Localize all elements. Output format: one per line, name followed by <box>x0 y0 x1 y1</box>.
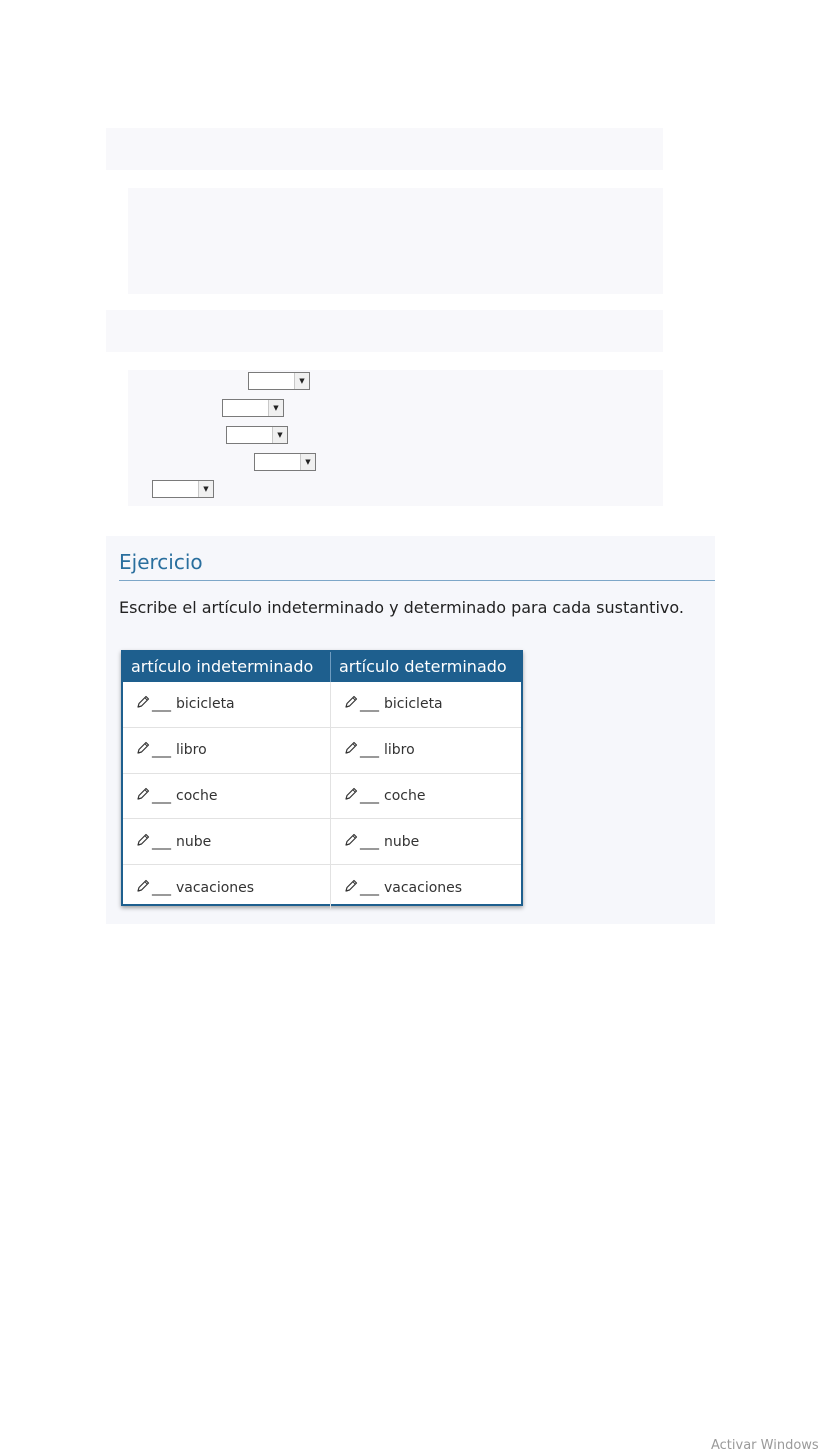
panel-1 <box>106 128 663 170</box>
cell-indeterminado <box>123 728 331 773</box>
pencil-icon <box>343 740 360 760</box>
noun-label: libro <box>176 742 207 759</box>
answer-blank[interactable]: ___ <box>360 787 378 804</box>
select-panel <box>128 370 663 506</box>
table-row <box>123 682 521 727</box>
article-select-1[interactable] <box>248 372 310 390</box>
noun-label: vacaciones <box>176 879 255 896</box>
header-determinado: artículo determinado <box>339 657 507 676</box>
pencil-icon <box>135 740 152 760</box>
cell-indeterminado <box>123 865 331 910</box>
pencil-icon <box>135 878 152 898</box>
answer-blank[interactable]: ___ <box>152 742 170 759</box>
exercise-instruction: Escribe el artículo indeterminado y determinado para cada sustantivo. <box>119 598 684 617</box>
dropdown-arrow-icon: ▼ <box>300 454 315 470</box>
pencil-icon <box>343 786 360 806</box>
noun-label: nube <box>176 833 212 850</box>
pencil-icon <box>135 786 152 806</box>
table-header <box>123 652 521 682</box>
answer-blank[interactable]: ___ <box>360 879 378 896</box>
answer-blank[interactable]: ___ <box>360 696 378 713</box>
answer-blank[interactable]: ___ <box>360 833 378 850</box>
answer-blank[interactable]: ___ <box>152 696 170 713</box>
answer-blank[interactable]: ___ <box>152 787 170 804</box>
article-select-5[interactable] <box>152 480 214 498</box>
dropdown-arrow-icon: ▼ <box>294 373 309 389</box>
dropdown-arrow-icon: ▼ <box>268 400 283 416</box>
noun-label: nube <box>384 833 420 850</box>
pencil-icon <box>343 878 360 898</box>
pencil-icon <box>135 694 152 714</box>
pencil-icon <box>343 832 360 852</box>
answer-blank[interactable]: ___ <box>152 879 170 896</box>
table-row <box>123 773 521 819</box>
title-divider <box>119 580 715 581</box>
article-select-2[interactable] <box>222 399 284 417</box>
pencil-icon <box>135 832 152 852</box>
noun-label: bicicleta <box>176 696 235 713</box>
activate-windows-watermark: Activar Windows <box>711 1438 819 1453</box>
noun-label: bicicleta <box>384 696 443 713</box>
cell-determinado <box>331 865 521 910</box>
header-indeterminado: artículo indeterminado <box>123 652 331 682</box>
cell-indeterminado <box>123 774 331 819</box>
cell-indeterminado <box>123 819 331 864</box>
panel-3 <box>106 310 663 352</box>
noun-label: coche <box>176 787 218 804</box>
table-row <box>123 864 521 910</box>
cell-determinado <box>331 728 521 773</box>
cell-determinado <box>331 819 521 864</box>
answer-blank[interactable]: ___ <box>360 742 378 759</box>
cell-determinado <box>331 774 521 819</box>
pencil-icon <box>343 694 360 714</box>
cell-determinado <box>331 682 521 727</box>
articles-table <box>121 650 523 906</box>
table-body <box>123 682 521 910</box>
panel-2 <box>128 188 663 294</box>
article-select-3[interactable] <box>226 426 288 444</box>
noun-label: coche <box>384 787 426 804</box>
dropdown-arrow-icon: ▼ <box>198 481 213 497</box>
noun-label: libro <box>384 742 415 759</box>
exercise-title: Ejercicio <box>119 550 203 574</box>
answer-blank[interactable]: ___ <box>152 833 170 850</box>
cell-indeterminado <box>123 682 331 727</box>
table-row <box>123 818 521 864</box>
article-select-4[interactable] <box>254 453 316 471</box>
noun-label: vacaciones <box>384 879 463 896</box>
exercise-card <box>106 536 819 1453</box>
table-row <box>123 727 521 773</box>
dropdown-arrow-icon: ▼ <box>272 427 287 443</box>
